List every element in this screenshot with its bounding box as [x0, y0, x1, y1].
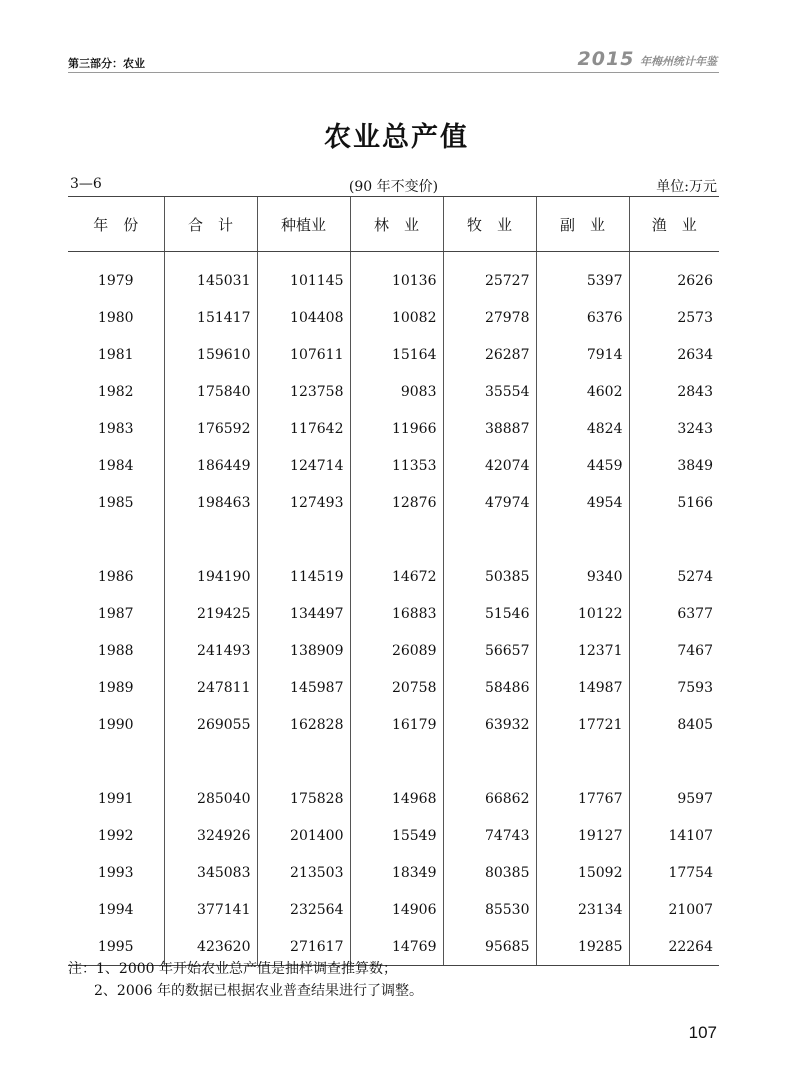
column-header-year: 年 份 — [68, 197, 164, 252]
table-row — [68, 669, 719, 706]
spacer-cell — [629, 743, 719, 780]
table-row — [68, 891, 719, 928]
spacer-cell — [536, 743, 629, 780]
cell-year: 1983 — [97, 420, 134, 437]
cell-total: 247811 — [164, 669, 257, 706]
table-row — [68, 595, 719, 632]
spacer-cell — [350, 521, 443, 558]
cell-year: 1991 — [97, 790, 134, 807]
cell-fishery: 22264 — [629, 928, 719, 966]
spacer-cell — [257, 521, 350, 558]
group-spacer-row — [68, 521, 719, 558]
price-basis: (90 年不变价) — [348, 179, 439, 195]
table-number: 3—6 — [70, 176, 102, 192]
cell-forestry: 14968 — [350, 780, 443, 817]
cell-fishery: 6377 — [629, 595, 719, 632]
cell-livestock: 80385 — [443, 854, 536, 891]
table-row — [68, 336, 719, 373]
cell-year: 1982 — [97, 383, 134, 400]
cell-fishery: 2634 — [629, 336, 719, 373]
cell-year: 1986 — [97, 568, 134, 585]
cell-total: 219425 — [164, 595, 257, 632]
spacer-cell — [350, 743, 443, 780]
cell-livestock: 38887 — [443, 410, 536, 447]
spacer-cell — [68, 521, 164, 558]
table-row — [68, 817, 719, 854]
spacer-cell — [443, 521, 536, 558]
cell-crop: 114519 — [257, 558, 350, 595]
cell-forestry: 15164 — [350, 336, 443, 373]
cell-year: 1990 — [97, 716, 134, 733]
cell-crop: 213503 — [257, 854, 350, 891]
cell-crop: 138909 — [257, 632, 350, 669]
cell-livestock: 85530 — [443, 891, 536, 928]
cell-total: 159610 — [164, 336, 257, 373]
column-header-livestock: 牧 业 — [443, 197, 536, 252]
cell-total: 175840 — [164, 373, 257, 410]
running-header — [68, 46, 719, 73]
cell-crop: 124714 — [257, 447, 350, 484]
cell-total: 151417 — [164, 299, 257, 336]
cell-crop: 127493 — [257, 484, 350, 521]
cell-forestry: 9083 — [350, 373, 443, 410]
cell-total: 241493 — [164, 632, 257, 669]
cell-total: 285040 — [164, 780, 257, 817]
cell-forestry: 18349 — [350, 854, 443, 891]
cell-crop: 117642 — [257, 410, 350, 447]
cell-forestry: 20758 — [350, 669, 443, 706]
cell-forestry: 16883 — [350, 595, 443, 632]
cell-sideline: 7914 — [536, 336, 629, 373]
cell-sideline: 14987 — [536, 669, 629, 706]
spacer-cell — [257, 743, 350, 780]
table-row — [68, 252, 719, 300]
cell-year: 1992 — [97, 827, 134, 844]
cell-year: 1980 — [97, 309, 134, 326]
cell-forestry: 12876 — [350, 484, 443, 521]
cell-fishery: 7593 — [629, 669, 719, 706]
cell-livestock: 66862 — [443, 780, 536, 817]
cell-sideline: 17767 — [536, 780, 629, 817]
group-spacer-row — [68, 743, 719, 780]
cell-forestry: 11353 — [350, 447, 443, 484]
cell-total: 198463 — [164, 484, 257, 521]
header-row — [68, 197, 719, 252]
cell-forestry: 11966 — [350, 410, 443, 447]
cell-crop: 175828 — [257, 780, 350, 817]
table-row — [68, 410, 719, 447]
cell-forestry: 10082 — [350, 299, 443, 336]
column-header-crop: 种植业 — [257, 197, 350, 252]
cell-crop: 145987 — [257, 669, 350, 706]
column-header-sideline: 副 业 — [536, 197, 629, 252]
cell-total: 194190 — [164, 558, 257, 595]
cell-sideline: 19127 — [536, 817, 629, 854]
unit-label: 单位:万元 — [656, 179, 717, 195]
cell-fishery: 3243 — [629, 410, 719, 447]
cell-forestry: 14769 — [350, 928, 443, 966]
cell-sideline: 4954 — [536, 484, 629, 521]
footnotes — [68, 958, 719, 1002]
cell-year: 1987 — [97, 605, 134, 622]
cell-livestock: 51546 — [443, 595, 536, 632]
cell-fishery: 9597 — [629, 780, 719, 817]
cell-livestock: 47974 — [443, 484, 536, 521]
cell-crop: 232564 — [257, 891, 350, 928]
cell-total: 186449 — [164, 447, 257, 484]
cell-fishery: 17754 — [629, 854, 719, 891]
cell-total: 269055 — [164, 706, 257, 743]
cell-sideline: 4602 — [536, 373, 629, 410]
cell-fishery: 2626 — [629, 252, 719, 300]
cell-fishery: 5166 — [629, 484, 719, 521]
cell-sideline: 19285 — [536, 928, 629, 966]
cell-livestock: 95685 — [443, 928, 536, 966]
cell-year: 1981 — [97, 346, 134, 363]
footnote-2: 2、2006 年的数据已根据农业普查结果进行了调整。 — [94, 983, 423, 999]
cell-livestock: 56657 — [443, 632, 536, 669]
cell-livestock: 58486 — [443, 669, 536, 706]
yearbook-name: 年梅州统计年鉴 — [640, 55, 717, 68]
cell-forestry: 16179 — [350, 706, 443, 743]
column-header-forestry: 林 业 — [350, 197, 443, 252]
cell-crop: 107611 — [257, 336, 350, 373]
cell-livestock: 42074 — [443, 447, 536, 484]
spacer-cell — [164, 521, 257, 558]
cell-sideline: 4459 — [536, 447, 629, 484]
spacer-cell — [629, 521, 719, 558]
cell-sideline: 12371 — [536, 632, 629, 669]
yearbook-logo — [578, 48, 717, 70]
column-header-total: 合 计 — [164, 197, 257, 252]
cell-fishery: 21007 — [629, 891, 719, 928]
table-body — [68, 252, 719, 966]
cell-year: 1994 — [97, 901, 134, 918]
cell-forestry: 14906 — [350, 891, 443, 928]
cell-sideline: 10122 — [536, 595, 629, 632]
spacer-cell — [68, 743, 164, 780]
cell-total: 324926 — [164, 817, 257, 854]
cell-fishery: 2843 — [629, 373, 719, 410]
agriculture-output-table — [68, 196, 719, 966]
cell-crop: 104408 — [257, 299, 350, 336]
table-meta — [68, 176, 719, 196]
page-title: 农业总产值 — [324, 122, 469, 153]
cell-year: 1995 — [68, 928, 164, 966]
cell-crop: 134497 — [257, 595, 350, 632]
spacer-cell — [164, 743, 257, 780]
cell-year: 1989 — [97, 679, 134, 696]
footnote-1: 注：1、2000 年开始农业总产值是抽样调查推算数； — [68, 961, 397, 977]
cell-livestock: 74743 — [443, 817, 536, 854]
cell-crop: 271617 — [257, 928, 350, 966]
cell-year: 1985 — [97, 494, 134, 511]
cell-livestock: 50385 — [443, 558, 536, 595]
cell-fishery: 3849 — [629, 447, 719, 484]
cell-crop: 123758 — [257, 373, 350, 410]
cell-total: 145031 — [164, 252, 257, 300]
cell-sideline: 4824 — [536, 410, 629, 447]
cell-sideline: 9340 — [536, 558, 629, 595]
table-row — [68, 447, 719, 484]
section-label: 第三部分：农业 — [68, 57, 145, 70]
table-row — [68, 854, 719, 891]
cell-livestock: 35554 — [443, 373, 536, 410]
cell-livestock: 25727 — [443, 252, 536, 300]
cell-total: 423620 — [164, 928, 257, 966]
cell-fishery: 8405 — [629, 706, 719, 743]
cell-total: 176592 — [164, 410, 257, 447]
column-header-fishery: 渔 业 — [629, 197, 719, 252]
cell-year: 1988 — [97, 642, 134, 659]
cell-fishery: 2573 — [629, 299, 719, 336]
table-row — [68, 632, 719, 669]
table-row — [68, 706, 719, 743]
cell-sideline: 23134 — [536, 891, 629, 928]
cell-year: 1979 — [97, 272, 134, 289]
cell-forestry: 15549 — [350, 817, 443, 854]
cell-total: 377141 — [164, 891, 257, 928]
yearbook-year: 2015 — [577, 48, 635, 70]
cell-year: 1984 — [97, 457, 134, 474]
cell-total: 345083 — [164, 854, 257, 891]
cell-year: 1993 — [97, 864, 134, 881]
cell-sideline: 5397 — [536, 252, 629, 300]
spacer-cell — [536, 521, 629, 558]
table-row — [68, 558, 719, 595]
cell-forestry: 10136 — [350, 252, 443, 300]
table-row — [68, 484, 719, 521]
cell-fishery: 7467 — [629, 632, 719, 669]
cell-crop: 201400 — [257, 817, 350, 854]
cell-fishery: 14107 — [629, 817, 719, 854]
table-row — [68, 299, 719, 336]
cell-sideline: 17721 — [536, 706, 629, 743]
table-row — [68, 373, 719, 410]
cell-livestock: 26287 — [443, 336, 536, 373]
cell-sideline: 15092 — [536, 854, 629, 891]
cell-crop: 162828 — [257, 706, 350, 743]
page-number: 107 — [688, 1023, 717, 1042]
cell-livestock: 27978 — [443, 299, 536, 336]
spacer-cell — [443, 743, 536, 780]
cell-sideline: 6376 — [536, 299, 629, 336]
table-row — [68, 780, 719, 817]
cell-fishery: 5274 — [629, 558, 719, 595]
cell-livestock: 63932 — [443, 706, 536, 743]
cell-forestry: 26089 — [350, 632, 443, 669]
cell-crop: 101145 — [257, 252, 350, 300]
cell-forestry: 14672 — [350, 558, 443, 595]
